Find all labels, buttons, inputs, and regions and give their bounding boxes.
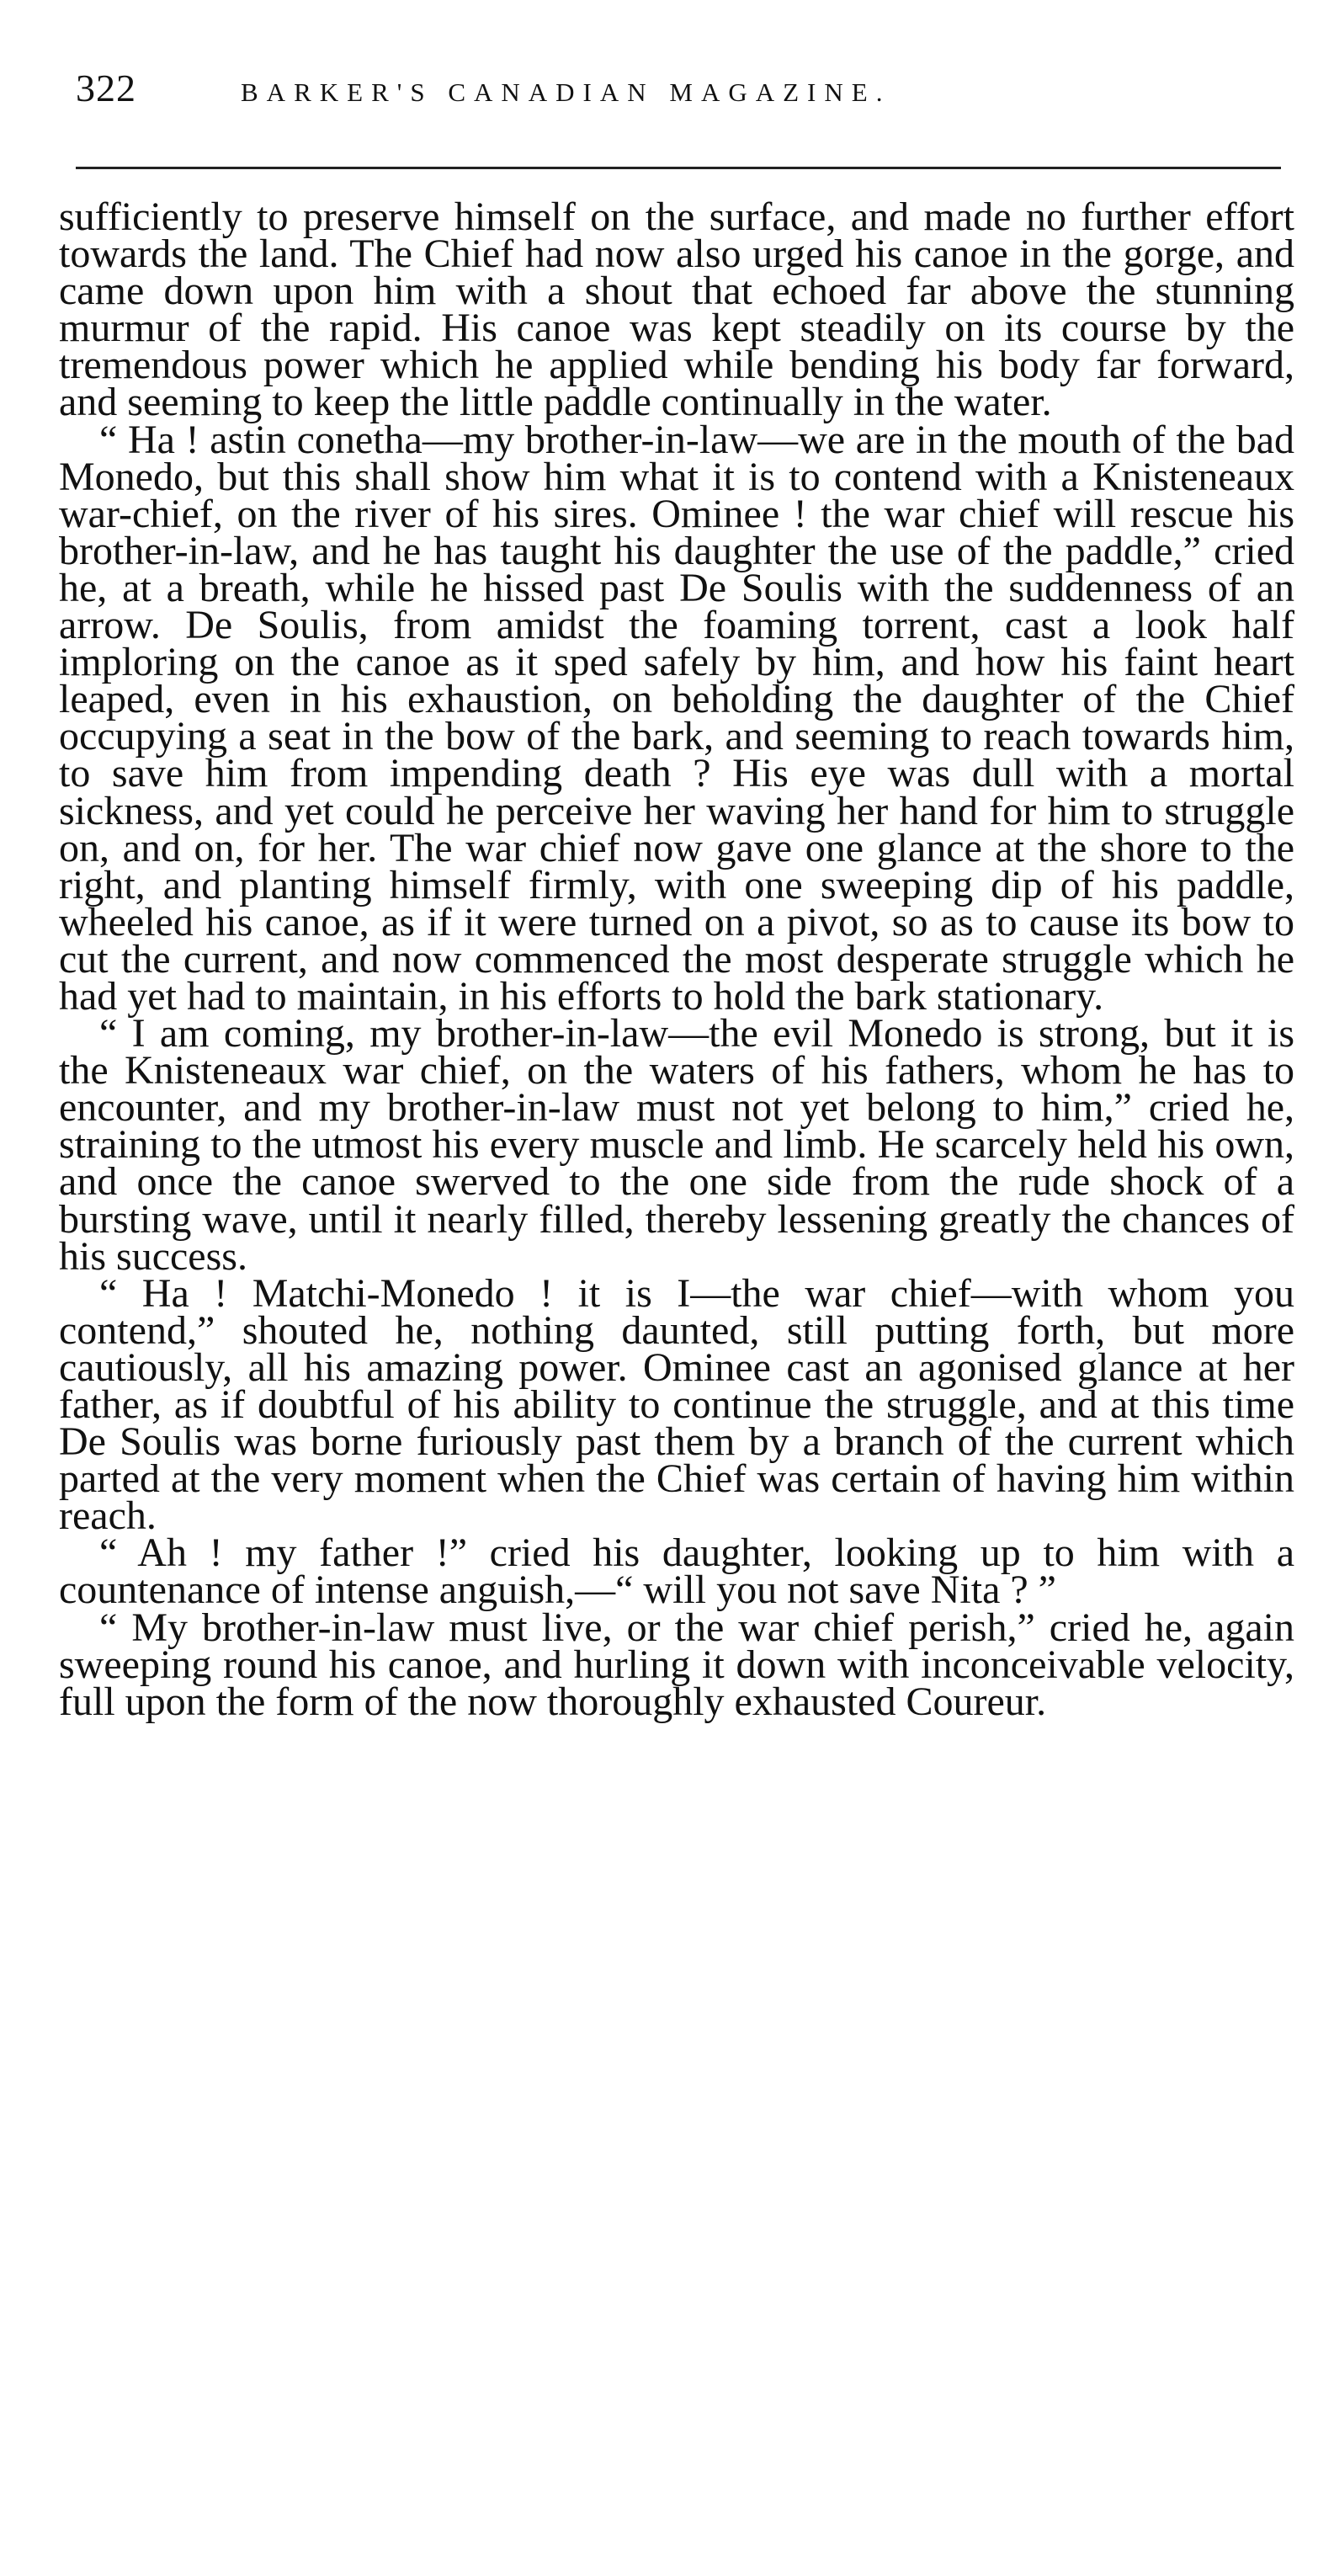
page-number: 322 [76, 67, 136, 109]
magazine-title: BARKER'S CANADIAN MAGAZINE. [241, 77, 891, 107]
paragraph: “ Ah ! my father !” cried his daughter, looking up to him with a countenance of intense anguish,—“ will you not save Nita ? ” [59, 1530, 1294, 1613]
paragraph: sufficiently to preserve himself on the surface, and made no further effort towards the land. The Chief had now also urged his canoe in the gorge, and came down upon him with a shout that echoed far above the stunning murmur of the rapid. His canoe was kept steadily on its course by the tremendous power which he applied while bending his body far forward, and seeming to keep the little paddle continually in the water. [59, 194, 1294, 425]
paragraph: “ Ha ! astin conetha—my brother-in-law—we are in the mouth of the bad Monedo, but this shall show him what it is to contend with a Knisteneaux war-chief, on the river of his sires. Ominee ! the war chief will rescue his brother-in-law, and he has taught his daughter the use of the paddle,” cried he, at a breath, while he hissed past De Soulis with the suddenness of an arrow. De Soulis, from amidst the foaming torrent, cast a look half imploring on the canoe as it sped safely by him, and how his faint heart leaped, even in his exhaustion, on beholding the daughter of the Chief occupying a seat in the bow of the bark, and seeming to reach towards him, to save him from impending death ? His eye was dull with a mortal sickness, and yet could he perceive her waving her hand for him to struggle on, and on, for her. The war chief now gave one glance at the shore to the right, and planting himself firmly, with one sweeping dip of his paddle, wheeled his canoe, as if it were turned on a pivot, so as to cause its bow to cut the current, and now commenced the most desperate struggle which he had yet had to maintain, in his efforts to hold the bark stationary. [59, 417, 1294, 1019]
running-head [76, 66, 1288, 125]
paragraph: “ My brother-in-law must live, or the war chief perish,” cried he, again sweeping round his canoe, and hurling it down with inconceivable velocity, full upon the form of the now thoroughly exhausted Coureur. [59, 1605, 1294, 1724]
paragraph: “ Ha ! Matchi-Monedo ! it is I—the war chief—with whom you contend,” shouted he, nothing daunted, still putting forth, but more cautiously, all his amazing power. Ominee cast an agonised glance at her father, as if doubtful of his ability to continue the struggle, and at this time De Soulis was borne furiously past them by a branch of the current which parted at the very moment when the Chief was certain of having him within reach. [59, 1270, 1294, 1539]
article-body [59, 194, 1294, 1724]
header-rule [76, 167, 1281, 169]
paragraph: “ I am coming, my brother-in-law—the evil Monedo is strong, but it is the Knisteneaux war chief, on the waters of his fathers, whom he has to encounter, and my brother-in-law must not yet belong to him,” cried he, straining to the utmost his every muscle and limb. He scarcely held his own, and once the canoe swerved to the one side from the rude shock of a bursting wave, until it nearly filled, thereby lessening greatly the chances of his success. [59, 1011, 1294, 1279]
